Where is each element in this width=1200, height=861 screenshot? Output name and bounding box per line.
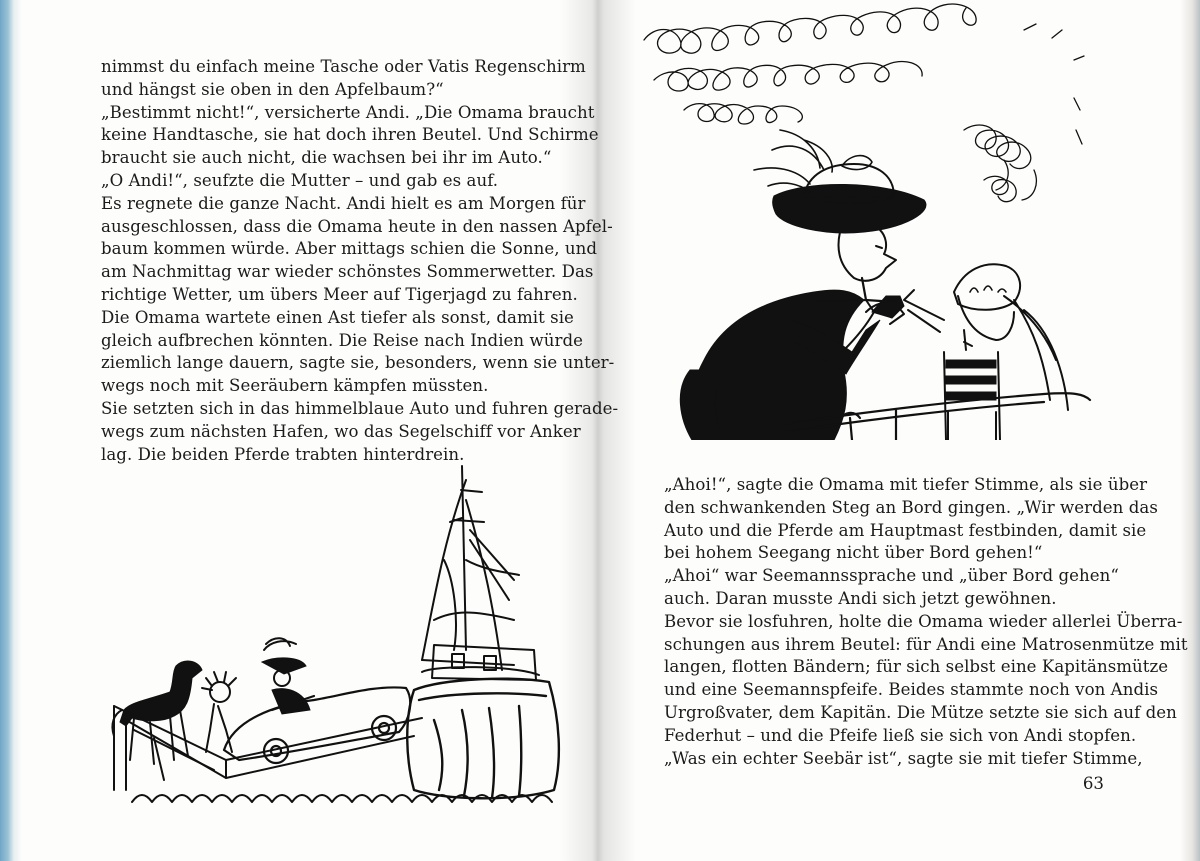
left-page-text [101, 56, 619, 466]
text-line: den schwankenden Steg an Bord gingen. „Wir werden das [664, 497, 1158, 517]
text-line: Bevor sie losfuhren, holte die Omama wieder allerlei Überra- [664, 611, 1183, 631]
text-line: „Was ein echter Seebär ist“, sagte sie mit tiefer Stimme, [664, 748, 1143, 768]
text-line: „O Andi!“, seufzte die Mutter – und gab es auf. [101, 170, 499, 190]
harbor-ship-illustration [14, 460, 598, 840]
omama-andi-illustration [604, 0, 1194, 440]
left-page [14, 0, 619, 861]
text-line: bei hohem Seegang nicht über Bord gehen!“ [664, 543, 1043, 563]
text-line: gleich aufbrechen könnten. Die Reise nach Indien würde [101, 330, 584, 350]
text-line: lag. Die beiden Pferde trabten hinterdrein. [101, 444, 465, 464]
text-line: Urgroßvater, dem Kapitän. Die Mütze setzte sie sich auf den [664, 702, 1177, 722]
text-line: nimmst du einfach meine Tasche oder Vatis Regenschirm [101, 57, 586, 76]
text-line: „Ahoi!“, sagte die Omama mit tiefer Stimme, als sie über [664, 475, 1148, 494]
text-line: „Bestimmt nicht!“, versicherte Andi. „Die Omama braucht [101, 102, 595, 122]
text-line: braucht sie auch nicht, die wachsen bei ihr im Auto.“ [101, 148, 552, 168]
text-line: wegs zum nächsten Hafen, wo das Segelschiff vor Anker [101, 421, 581, 441]
text-line: schungen aus ihrem Beutel: für Andi eine Matrosenmütze mit [664, 634, 1188, 654]
text-line: keine Handtasche, sie hat doch ihren Beutel. Und Schirme [101, 125, 599, 145]
page-number: 63 [1082, 774, 1104, 793]
text-line: baum kommen würde. Aber mittags schien die Sonne, und [101, 239, 597, 259]
text-line: Es regnete die ganze Nacht. Andi hielt es am Morgen für [101, 193, 586, 213]
text-line: ziemlich lange dauern, sagte sie, besonders, wenn sie unter- [101, 353, 615, 373]
text-line: richtige Wetter, um übers Meer auf Tigerjagd zu fahren. [101, 284, 578, 304]
text-line: Sie setzten sich in das himmelblaue Auto und fuhren gerade- [101, 398, 619, 418]
text-line: auch. Daran musste Andi sich jetzt gewöhnen. [664, 588, 1057, 608]
right-page [604, 0, 1194, 861]
right-page-text [664, 474, 1188, 770]
text-line: am Nachmittag war wieder schönstes Sommerwetter. Das [101, 262, 594, 282]
text-line: und hängst sie oben in den Apfelbaum?“ [101, 79, 444, 99]
text-line: Auto und die Pferde am Hauptmast festbinden, damit sie [664, 520, 1147, 540]
text-line: und eine Seemannspfeife. Beides stammte noch von Andis [664, 680, 1159, 700]
text-line: „Ahoi“ war Seemannssprache und „über Bord gehen“ [664, 566, 1119, 586]
text-line: wegs noch mit Seeräubern kämpfen müssten. [101, 376, 489, 396]
text-line: langen, flotten Bändern; für sich selbst eine Kapitänsmütze [664, 657, 1169, 677]
text-line: Federhut – und die Pfeife ließ sie sich von Andi stopfen. [664, 725, 1137, 745]
text-line: ausgeschlossen, dass die Omama heute in den nassen Apfel- [101, 216, 613, 236]
text-line: Die Omama wartete einen Ast tiefer als sonst, damit sie [101, 307, 574, 327]
